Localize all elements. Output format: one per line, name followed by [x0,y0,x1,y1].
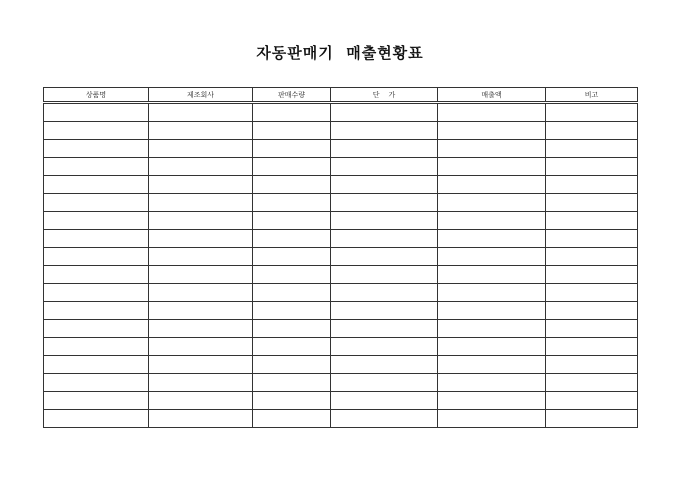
manufacturer-cell[interactable] [149,158,253,176]
table-row [44,284,638,302]
manufacturer-cell[interactable] [149,266,253,284]
product-name-cell[interactable] [44,176,149,194]
quantity-cell[interactable] [253,338,331,356]
product-name-cell[interactable] [44,284,149,302]
table-body [44,103,638,428]
product-name-cell[interactable] [44,356,149,374]
unit-price-cell[interactable] [331,410,438,428]
unit-price-cell[interactable] [331,230,438,248]
sales-amount-cell[interactable] [438,248,546,266]
unit-price-cell[interactable] [331,140,438,158]
product-name-cell[interactable] [44,140,149,158]
table-row [44,176,638,194]
manufacturer-cell[interactable] [149,302,253,320]
table-row [44,248,638,266]
table-header-row [44,88,638,103]
table-row [44,194,638,212]
unit-price-cell[interactable] [331,320,438,338]
quantity-cell[interactable] [253,266,331,284]
sales-amount-cell[interactable] [438,302,546,320]
manufacturer-cell[interactable] [149,140,253,158]
quantity-cell[interactable] [253,140,331,158]
unit-price-cell[interactable] [331,176,438,194]
table-row [44,392,638,410]
remarks-cell[interactable] [546,284,638,302]
remarks-cell[interactable] [546,158,638,176]
manufacturer-cell[interactable] [149,230,253,248]
unit-price-cell[interactable] [331,374,438,392]
unit-price-cell[interactable] [331,103,438,122]
quantity-cell[interactable] [253,356,331,374]
product-name-cell[interactable] [44,320,149,338]
column-header-manufacturer: 제조회사 [149,88,253,103]
column-header-product-name: 상품명 [44,88,149,103]
quantity-cell[interactable] [253,176,331,194]
product-name-cell[interactable] [44,158,149,176]
quantity-cell[interactable] [253,158,331,176]
table-row [44,230,638,248]
sales-amount-cell[interactable] [438,194,546,212]
sales-amount-cell[interactable] [438,176,546,194]
column-header-unit-price: 단 가 [331,88,438,103]
product-name-cell[interactable] [44,248,149,266]
manufacturer-cell[interactable] [149,374,253,392]
table-row [44,338,638,356]
column-header-quantity-sold: 판매수량 [253,88,331,103]
table-row [44,122,638,140]
quantity-cell[interactable] [253,320,331,338]
manufacturer-cell[interactable] [149,284,253,302]
product-name-cell[interactable] [44,302,149,320]
quantity-cell[interactable] [253,284,331,302]
sales-amount-cell[interactable] [438,266,546,284]
manufacturer-cell[interactable] [149,356,253,374]
remarks-cell[interactable] [546,266,638,284]
remarks-cell[interactable] [546,194,638,212]
unit-price-cell[interactable] [331,158,438,176]
sales-amount-cell[interactable] [438,374,546,392]
unit-price-cell[interactable] [331,302,438,320]
quantity-cell[interactable] [253,103,331,122]
manufacturer-cell[interactable] [149,176,253,194]
product-name-cell[interactable] [44,338,149,356]
manufacturer-cell[interactable] [149,320,253,338]
unit-price-cell[interactable] [331,338,438,356]
quantity-cell[interactable] [253,374,331,392]
product-name-cell[interactable] [44,230,149,248]
quantity-cell[interactable] [253,302,331,320]
remarks-cell[interactable] [546,356,638,374]
quantity-cell[interactable] [253,122,331,140]
product-name-cell[interactable] [44,212,149,230]
manufacturer-cell[interactable] [149,392,253,410]
unit-price-cell[interactable] [331,266,438,284]
sales-amount-cell[interactable] [438,140,546,158]
unit-price-cell[interactable] [331,122,438,140]
manufacturer-cell[interactable] [149,248,253,266]
sales-amount-cell[interactable] [438,122,546,140]
unit-price-cell[interactable] [331,356,438,374]
column-header-remarks: 비고 [546,88,638,103]
product-name-cell[interactable] [44,392,149,410]
manufacturer-cell[interactable] [149,194,253,212]
sales-amount-cell[interactable] [438,158,546,176]
table-row [44,158,638,176]
table-row [44,140,638,158]
sales-table [43,87,638,428]
table-row [44,320,638,338]
product-name-cell[interactable] [44,374,149,392]
sales-amount-cell[interactable] [438,356,546,374]
table-row [44,302,638,320]
remarks-cell[interactable] [546,103,638,122]
quantity-cell[interactable] [253,248,331,266]
quantity-cell[interactable] [253,392,331,410]
quantity-cell[interactable] [253,194,331,212]
unit-price-cell[interactable] [331,248,438,266]
remarks-cell[interactable] [546,248,638,266]
sales-amount-cell[interactable] [438,392,546,410]
manufacturer-cell[interactable] [149,122,253,140]
table-row [44,410,638,428]
remarks-cell[interactable] [546,338,638,356]
column-header-sales-amount: 매출액 [438,88,546,103]
page-title: 자동판매기 매출현황표 [256,44,424,62]
sales-amount-cell[interactable] [438,103,546,122]
remarks-cell[interactable] [546,320,638,338]
remarks-cell[interactable] [546,230,638,248]
manufacturer-cell[interactable] [149,212,253,230]
unit-price-cell[interactable] [331,194,438,212]
product-name-cell[interactable] [44,266,149,284]
remarks-cell[interactable] [546,374,638,392]
sales-amount-cell[interactable] [438,230,546,248]
table-row [44,266,638,284]
quantity-cell[interactable] [253,230,331,248]
unit-price-cell[interactable] [331,392,438,410]
quantity-cell[interactable] [253,410,331,428]
remarks-cell[interactable] [546,410,638,428]
manufacturer-cell[interactable] [149,338,253,356]
remarks-cell[interactable] [546,140,638,158]
remarks-cell[interactable] [546,122,638,140]
table-row [44,103,638,122]
table-row [44,356,638,374]
unit-price-cell[interactable] [331,212,438,230]
sales-amount-cell[interactable] [438,284,546,302]
table-row [44,212,638,230]
remarks-cell[interactable] [546,176,638,194]
sales-amount-cell[interactable] [438,338,546,356]
manufacturer-cell[interactable] [149,410,253,428]
product-name-cell[interactable] [44,410,149,428]
remarks-cell[interactable] [546,212,638,230]
quantity-cell[interactable] [253,212,331,230]
product-name-cell[interactable] [44,122,149,140]
sales-amount-cell[interactable] [438,212,546,230]
sales-amount-cell[interactable] [438,320,546,338]
sales-amount-cell[interactable] [438,410,546,428]
remarks-cell[interactable] [546,302,638,320]
product-name-cell[interactable] [44,103,149,122]
product-name-cell[interactable] [44,194,149,212]
unit-price-cell[interactable] [331,284,438,302]
table-row [44,374,638,392]
remarks-cell[interactable] [546,392,638,410]
manufacturer-cell[interactable] [149,103,253,122]
